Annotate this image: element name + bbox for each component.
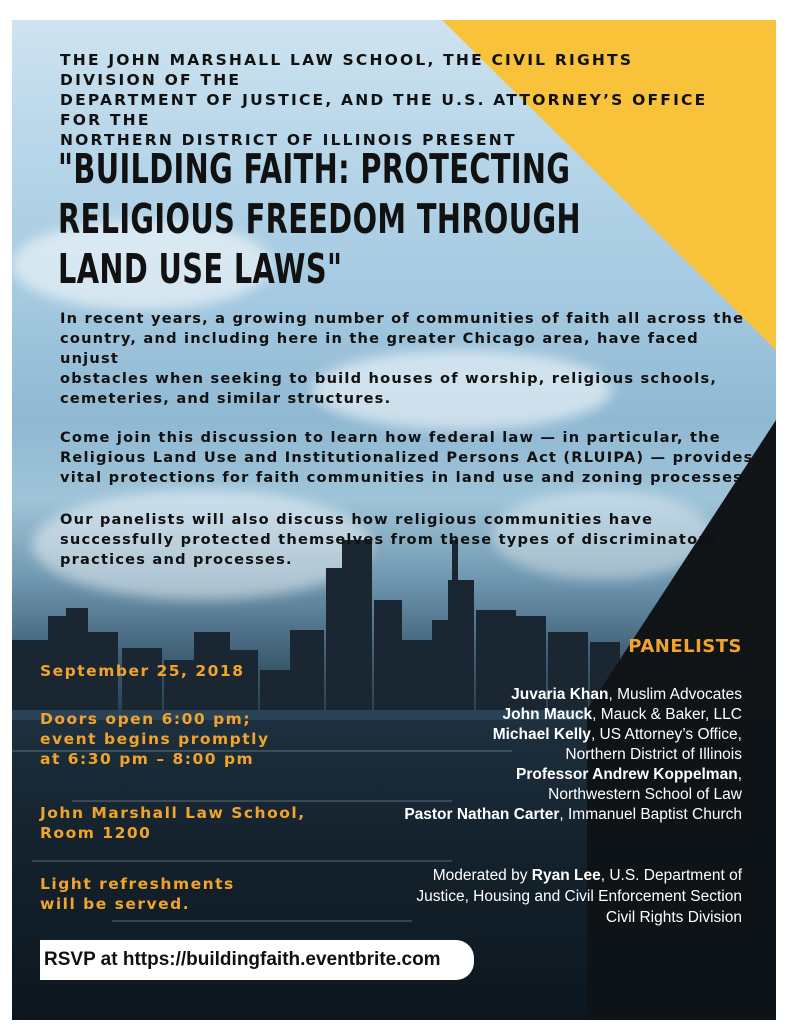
panelist-affiliation: , Mauck & Baker, LLC (592, 706, 742, 723)
moderator-info (322, 865, 742, 928)
venue-line: Room 1200 (40, 824, 152, 842)
paragraph-line: country, and including here in the greater Chicago area, have faced unjust (60, 330, 699, 367)
panelist-affiliation: , US Attorney’s Office, (590, 726, 742, 743)
paragraph-panelists (60, 510, 760, 570)
moderator-line: Justice, Housing and Civil Enforcement Section (416, 888, 742, 905)
time-line: event begins promptly (40, 730, 270, 748)
event-venue (40, 803, 340, 843)
panelist-name: Pastor Nathan Carter (404, 806, 560, 823)
paragraph-line: In recent years, a growing number of communities of faith all across the (60, 310, 745, 327)
rsvp-banner (40, 940, 474, 980)
title-line: LAND USE LAWS" (58, 245, 343, 293)
time-line: at 6:30 pm – 8:00 pm (40, 750, 255, 768)
event-time (40, 709, 340, 769)
paragraph-line: cemeteries, and similar structures. (60, 390, 392, 407)
panelist-affiliation: , (737, 766, 742, 783)
moderator-name: Ryan Lee (531, 867, 601, 884)
refresh-line: Light refreshments (40, 875, 235, 893)
moderator-prefix: Moderated by (432, 867, 532, 884)
refresh-line: will be served. (40, 895, 191, 913)
panelists-heading: PANELISTS (628, 636, 742, 657)
panelist-affiliation: Northwestern School of Law (548, 786, 742, 803)
presenters-intro (60, 50, 720, 150)
paragraph-line: practices and processes. (60, 551, 293, 568)
paragraph-line: Religious Land Use and Institutionalized Persons Act (RLUIPA) — provides (60, 449, 754, 466)
panelist-name: John Mauck (502, 706, 593, 723)
panelist-row (322, 785, 742, 805)
event-title (58, 144, 604, 294)
moderator-line: Civil Rights Division (605, 909, 742, 926)
panelist-affiliation: , Muslim Advocates (608, 686, 742, 703)
paragraph-line: Our panelists will also discuss how religious communities have (60, 511, 654, 528)
panelist-affiliation: , Immanuel Baptist Church (559, 806, 742, 823)
moderator-affiliation: , U.S. Department of (600, 867, 742, 884)
event-date: September 25, 2018 (40, 662, 245, 680)
panelist-row (322, 765, 742, 785)
panelist-row (322, 685, 742, 705)
intro-line: DEPARTMENT OF JUSTICE, AND THE U.S. ATTORNEY’S OFFICE FOR THE (60, 91, 708, 129)
intro-line: THE JOHN MARSHALL LAW SCHOOL, THE CIVIL RIGHTS DIVISION OF THE (60, 51, 634, 89)
rsvp-link[interactable]: RSVP at https://buildingfaith.eventbrite.com (44, 949, 441, 970)
title-line: "BUILDING FAITH: PROTECTING (58, 145, 571, 193)
panelist-name: Professor Andrew Koppelman (516, 766, 738, 783)
paragraph-line: vital protections for faith communities in land use and zoning processes. (60, 469, 750, 486)
flyer (12, 20, 776, 1020)
paragraph-rluipa (60, 428, 760, 488)
panelist-row (322, 705, 742, 725)
panelist-row (322, 805, 742, 825)
paragraph-intro (60, 309, 760, 409)
panelist-row (322, 745, 742, 765)
panelist-row (322, 725, 742, 745)
moderator-line (322, 865, 742, 886)
paragraph-line: Come join this discussion to learn how federal law — in particular, the (60, 429, 721, 446)
panelist-name: Juvaria Khan (511, 686, 609, 703)
title-line: RELIGIOUS FREEDOM THROUGH (58, 195, 581, 243)
panelist-affiliation: Northern District of Illinois (565, 746, 742, 763)
panelist-name: Michael Kelly (492, 726, 591, 743)
venue-line: John Marshall Law School, (40, 804, 306, 822)
refreshments-note (40, 874, 340, 914)
panelists-list (322, 685, 742, 825)
paragraph-line: obstacles when seeking to build houses of worship, religious schools, (60, 370, 718, 387)
paragraph-line: successfully protected themselves from these types of discriminatory (60, 531, 718, 548)
time-line: Doors open 6:00 pm; (40, 710, 252, 728)
intro-line: NORTHERN DISTRICT OF ILLINOIS PRESENT (60, 131, 517, 149)
